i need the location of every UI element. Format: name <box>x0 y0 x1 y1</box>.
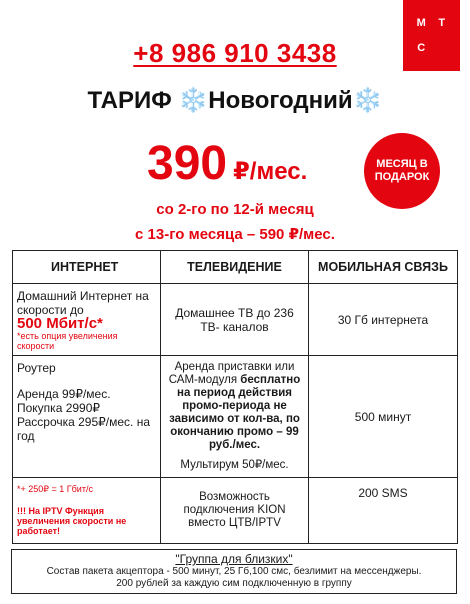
phone-number[interactable]: +8 986 910 3438 <box>133 38 337 68</box>
sms-cell <box>309 478 458 544</box>
router-title: Роутер <box>17 361 56 375</box>
period-line: со 2-го по 12-й месяц <box>156 201 314 218</box>
group-line-2: 200 рублей за каждую сим подключенную в группу <box>116 578 352 589</box>
mobile-cell <box>309 284 458 356</box>
header-internet: ИНТЕРНЕТ <box>13 251 161 284</box>
gift-badge-text: МЕСЯЦ В ПОДАРОК <box>374 158 430 183</box>
logo-letter-s: С <box>417 41 426 54</box>
gift-badge <box>364 133 440 209</box>
tv-text: Домашнее ТВ до 236 ТВ- каналов <box>175 305 294 334</box>
mobile-internet: 30 Гб интернета <box>337 312 429 327</box>
tv-cell <box>161 284 309 356</box>
internet-note: *есть опция увеличения скорости <box>17 330 118 351</box>
tv-box-cell <box>161 356 309 478</box>
multirum: Мультирум 50₽/мес. <box>180 459 289 471</box>
tv-box-text-bold: бесплатно на период действия промо-периода не зависимо от кол-ва, по окончанию промо – 99 руб./мес. <box>169 374 301 451</box>
mobile-minutes-cell <box>309 356 458 478</box>
mobile-minutes: 500 минут <box>354 409 412 424</box>
router-purchase: Покупка 2990₽ <box>17 401 101 415</box>
table-header-row <box>13 251 458 284</box>
router-rent: Аренда 99₽/мес. <box>17 387 111 401</box>
iptv-warning: !!! На IPTV Функция увеличения скорости не работает! <box>17 506 127 536</box>
kion-text: Возможность подключения KION вместо ЦТВ/IPTV <box>183 491 286 529</box>
router-cell <box>13 356 161 478</box>
router-installment: Рассрочка 295₽/мес. на год <box>17 415 151 443</box>
price-unit: ₽/мес. <box>233 158 308 185</box>
notes-cell <box>13 478 161 544</box>
logo-letter-m: М <box>416 16 426 29</box>
tariff-title: ТАРИФ ❄️Новогодний❄️ <box>87 87 383 114</box>
logo-letter-t: Т <box>438 16 446 29</box>
group-title: "Группа для близких" <box>175 552 293 566</box>
internet-text: Домашний Интернет на скорости до <box>17 288 149 317</box>
table-row <box>13 284 458 356</box>
tv-box-text-start: Аренда приставки или САМ-модуля <box>168 361 295 386</box>
header-mobile: МОБИЛЬНАЯ СВЯЗЬ <box>309 251 458 284</box>
sms-count: 200 SMS <box>358 486 408 500</box>
price-value: 390 <box>147 137 228 190</box>
later-price-line: с 13-го месяца – 590 ₽/мес. <box>135 226 335 243</box>
group-line-1: Состав пакета акцептора - 500 минут, 25 Гб,100 смс, безлимит на мессенджеры. <box>46 566 422 577</box>
kion-cell <box>161 478 309 544</box>
tv-box-text <box>165 361 304 452</box>
internet-speed: 500 Мбит/с* <box>17 314 103 332</box>
header-tv: ТЕЛЕВИДЕНИЕ <box>161 251 309 284</box>
table-row <box>13 478 458 544</box>
tariff-table <box>12 250 458 544</box>
table-row <box>13 356 458 478</box>
internet-cell <box>13 284 161 356</box>
speed-upgrade-note: *+ 250₽ = 1 Гбит/с <box>17 484 93 494</box>
family-group-box <box>11 549 457 594</box>
price <box>147 134 307 194</box>
